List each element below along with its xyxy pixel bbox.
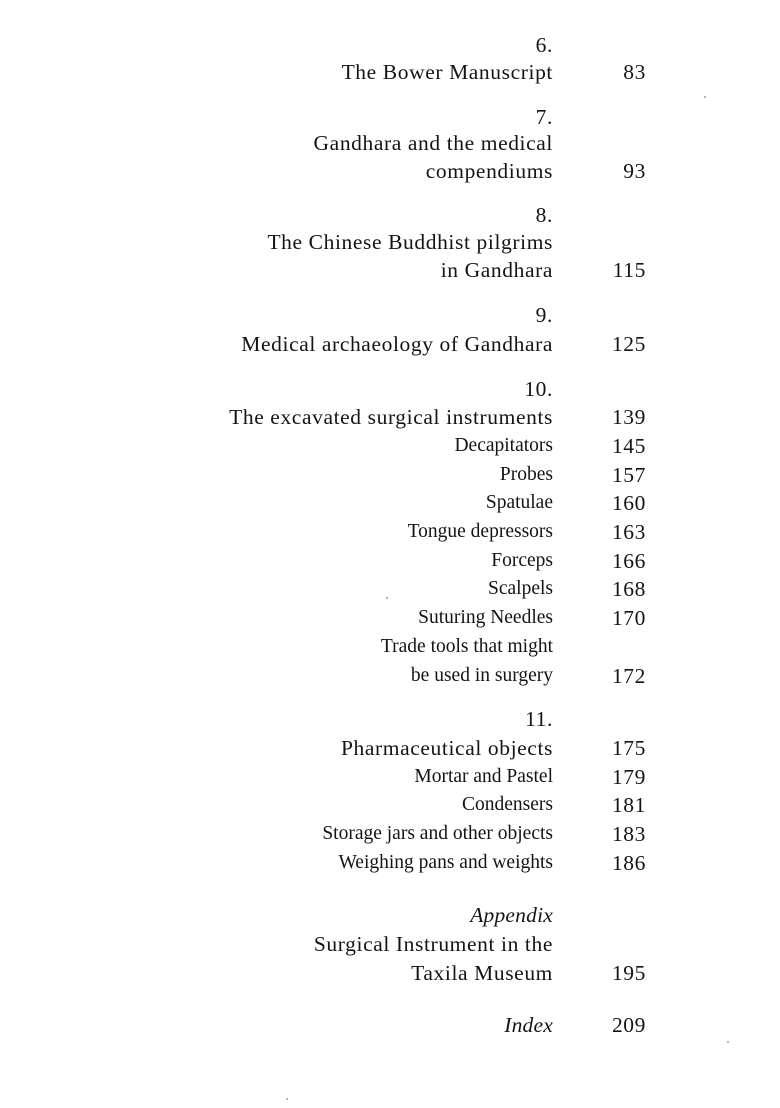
toc-entry[interactable]	[0, 330, 780, 358]
section-title: Trade tools that might	[380, 636, 553, 657]
toc-entry[interactable]	[0, 157, 780, 185]
chapter-title: Pharmaceutical objects	[341, 736, 553, 760]
chapter-number: 7.	[535, 105, 553, 129]
page-number: 115	[612, 258, 646, 282]
toc-entry[interactable]	[0, 403, 780, 431]
chapter-number-row	[0, 103, 780, 131]
page-number: 183	[611, 822, 646, 846]
chapter-title: Gandhara and the medical	[313, 131, 553, 155]
scan-speck	[704, 96, 706, 98]
chapter-number: 8.	[535, 203, 553, 227]
page-number: 209	[611, 1013, 646, 1037]
page-number: 175	[611, 736, 646, 760]
chapter-number-row	[0, 705, 780, 733]
page-number: 160	[611, 491, 646, 515]
chapter-number: 9.	[535, 303, 553, 327]
section-title: Tongue depressors	[407, 521, 553, 542]
section-title: Forceps	[491, 550, 553, 571]
page-number: 83	[623, 60, 646, 84]
page-number: 166	[611, 549, 646, 573]
section-title: Mortar and Pastel	[414, 766, 553, 787]
section-title: Condensers	[462, 794, 553, 815]
toc-entry[interactable]	[0, 734, 780, 762]
toc-section-entry[interactable]	[0, 791, 780, 819]
chapter-number: 10.	[524, 377, 553, 401]
page-number: 157	[611, 463, 646, 487]
page-number: 186	[611, 851, 646, 875]
page-number: 125	[611, 332, 646, 356]
chapter-title: The Chinese Buddhist pilgrims	[267, 230, 553, 254]
page-number: 168	[611, 577, 646, 601]
toc-section-entry[interactable]	[0, 820, 780, 848]
section-title: Spatulae	[485, 492, 553, 513]
section-title: Decapitators	[454, 435, 553, 456]
toc-section-entry-line[interactable]	[0, 633, 780, 661]
page-number: 179	[611, 765, 646, 789]
section-title: Weighing pans and weights	[338, 852, 553, 873]
toc-section-entry[interactable]	[0, 849, 780, 877]
section-title-continued: be used in surgery	[410, 665, 553, 686]
page-number: 139	[611, 405, 646, 429]
index-label: Index	[504, 1013, 553, 1037]
appendix-title: Surgical Instrument in the	[313, 932, 553, 956]
chapter-title-continued: compendiums	[425, 159, 553, 183]
appendix-title-continued: Taxila Museum	[411, 961, 553, 985]
toc-entry[interactable]	[0, 1011, 780, 1039]
chapter-title: Medical archaeology of Gandhara	[241, 332, 553, 356]
toc-entry-line[interactable]	[0, 228, 780, 256]
toc-entry-line[interactable]	[0, 129, 780, 157]
chapter-title-continued: in Gandhara	[440, 258, 553, 282]
toc-section-entry[interactable]	[0, 763, 780, 791]
chapter-number: 11.	[525, 707, 553, 731]
toc-section-entry[interactable]	[0, 461, 780, 489]
chapter-title: The excavated surgical instruments	[229, 405, 553, 429]
chapter-number: 6.	[535, 33, 553, 57]
appendix-label: Appendix	[470, 903, 553, 927]
page-number: 170	[611, 606, 646, 630]
toc-entry[interactable]	[0, 256, 780, 284]
chapter-number-row	[0, 201, 780, 229]
toc-entry[interactable]	[0, 58, 780, 86]
scan-speck	[386, 597, 388, 599]
chapter-number-row	[0, 375, 780, 403]
toc-section-entry[interactable]	[0, 518, 780, 546]
chapter-title: The Bower Manuscript	[341, 60, 553, 84]
page-number: 195	[611, 961, 646, 985]
page-number: 181	[611, 793, 646, 817]
page-number: 93	[623, 159, 646, 183]
page-number: 163	[611, 520, 646, 544]
toc-section-entry[interactable]	[0, 604, 780, 632]
section-title: Storage jars and other objects	[322, 823, 553, 844]
scan-speck	[286, 1098, 288, 1100]
toc-section-entry[interactable]	[0, 489, 780, 517]
section-title: Suturing Needles	[418, 607, 553, 628]
toc-section-entry[interactable]	[0, 575, 780, 603]
toc-section-entry[interactable]	[0, 432, 780, 460]
toc-section-entry[interactable]	[0, 662, 780, 690]
chapter-number-row	[0, 31, 780, 59]
section-title: Probes	[499, 464, 553, 485]
chapter-number-row	[0, 301, 780, 329]
scan-speck	[727, 1041, 729, 1043]
toc-entry[interactable]	[0, 959, 780, 987]
page-number: 172	[611, 664, 646, 688]
toc-section-entry[interactable]	[0, 547, 780, 575]
toc-entry-line[interactable]	[0, 930, 780, 958]
section-title: Scalpels	[488, 578, 553, 599]
appendix-label-row	[0, 901, 780, 929]
page-number: 145	[611, 434, 646, 458]
